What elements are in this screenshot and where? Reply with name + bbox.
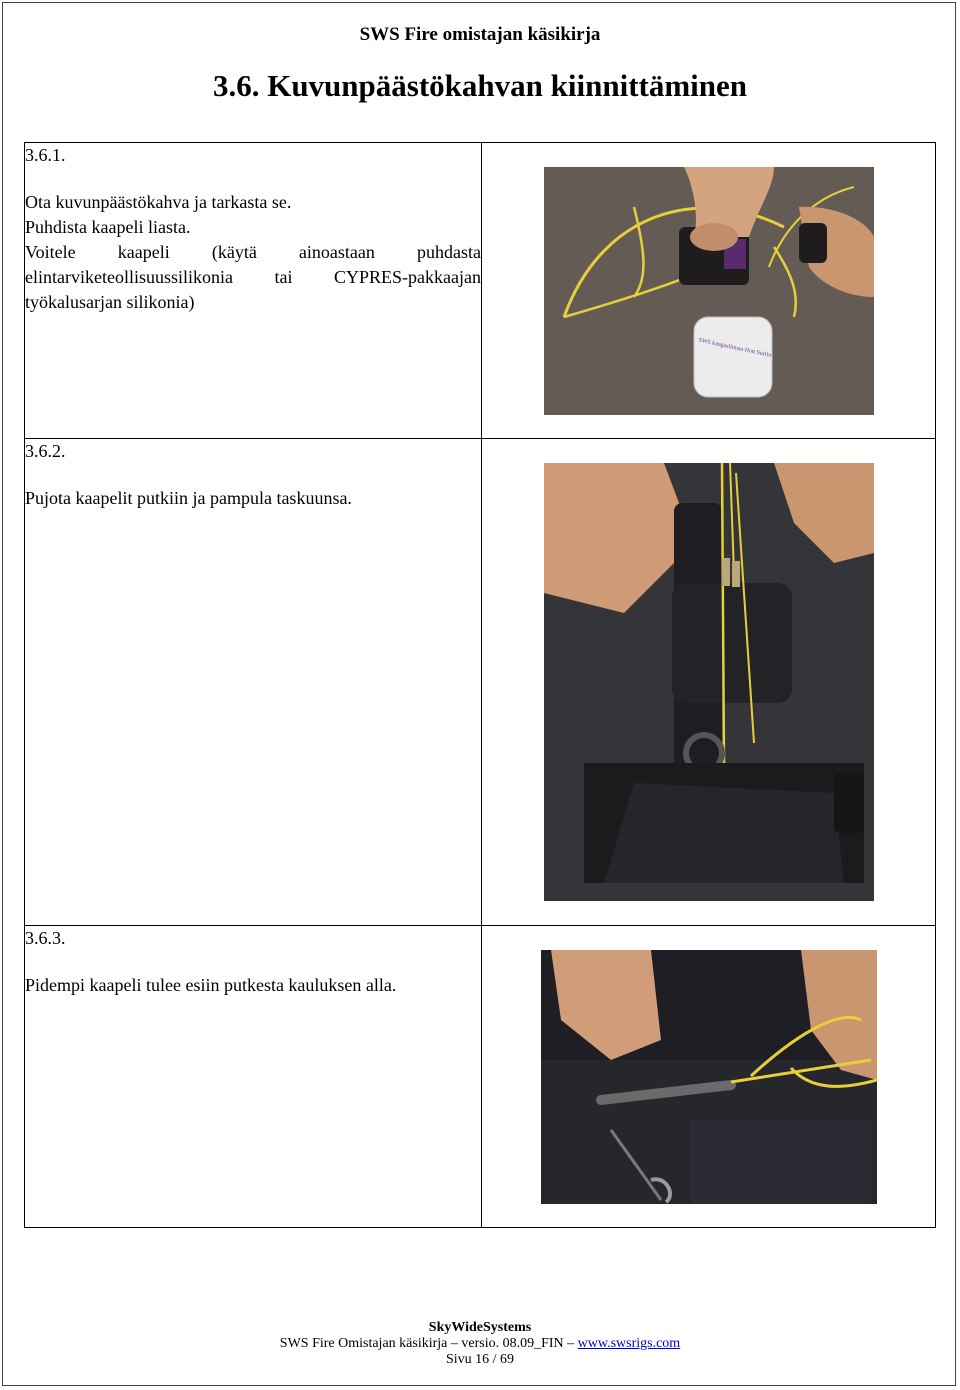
step-text-cell — [25, 926, 482, 1228]
page-footer — [0, 1320, 960, 1368]
footer-version-text: SWS Fire Omistajan käsikirja – versio. 08.09_FIN – — [279, 1336, 575, 1351]
footer-company: SkyWideSystems — [428, 1320, 532, 1335]
step-photo-cell — [482, 439, 936, 926]
step-text-cell — [25, 439, 482, 926]
step-instruction: Ota kuvunpäästökahva ja tarkasta se. — [25, 192, 292, 212]
photo-label-text: SWS kangasliimaa Hott Surfin — [697, 337, 772, 359]
footer-version-line — [0, 1336, 960, 1352]
step-instruction: Puhdista kaapeli liasta. — [25, 217, 191, 237]
step-row — [25, 143, 936, 439]
footer-page-number: Sivu 16 / 69 — [445, 1352, 515, 1367]
steps-table — [24, 142, 936, 1228]
step-instruction: Pujota kaapelit putkiin ja pampula taskuunsa. — [25, 488, 352, 508]
step-row — [25, 439, 936, 926]
step-number: 3.6.1. — [25, 145, 66, 165]
section-title: 3.6. Kuvunpäästökahvan kiinnittäminen — [212, 68, 748, 103]
step-row — [25, 926, 936, 1228]
step-number: 3.6.2. — [25, 441, 66, 461]
step-instruction: Pidempi kaapeli tulee esiin putkesta kauluksen alla. — [25, 975, 397, 995]
footer-website-link[interactable]: www.swsrigs.com — [577, 1336, 681, 1351]
photo-cable-under-collar — [541, 950, 877, 1204]
manual-title: SWS Fire omistajan käsikirja — [359, 24, 601, 45]
step-instruction: Voitele kaapeli (käytä ainoastaan puhdasta elintarviketeollisuussilikonia tai CYPRES-pakkaajan työkalusarjan silikonia) — [25, 242, 481, 312]
step-number: 3.6.3. — [25, 928, 66, 948]
step-photo-cell — [482, 143, 936, 439]
step-photo-cell — [482, 926, 936, 1228]
photo-cable-lubrication — [544, 167, 874, 415]
photo-threading-cables — [544, 463, 874, 901]
step-text-cell — [25, 143, 482, 439]
